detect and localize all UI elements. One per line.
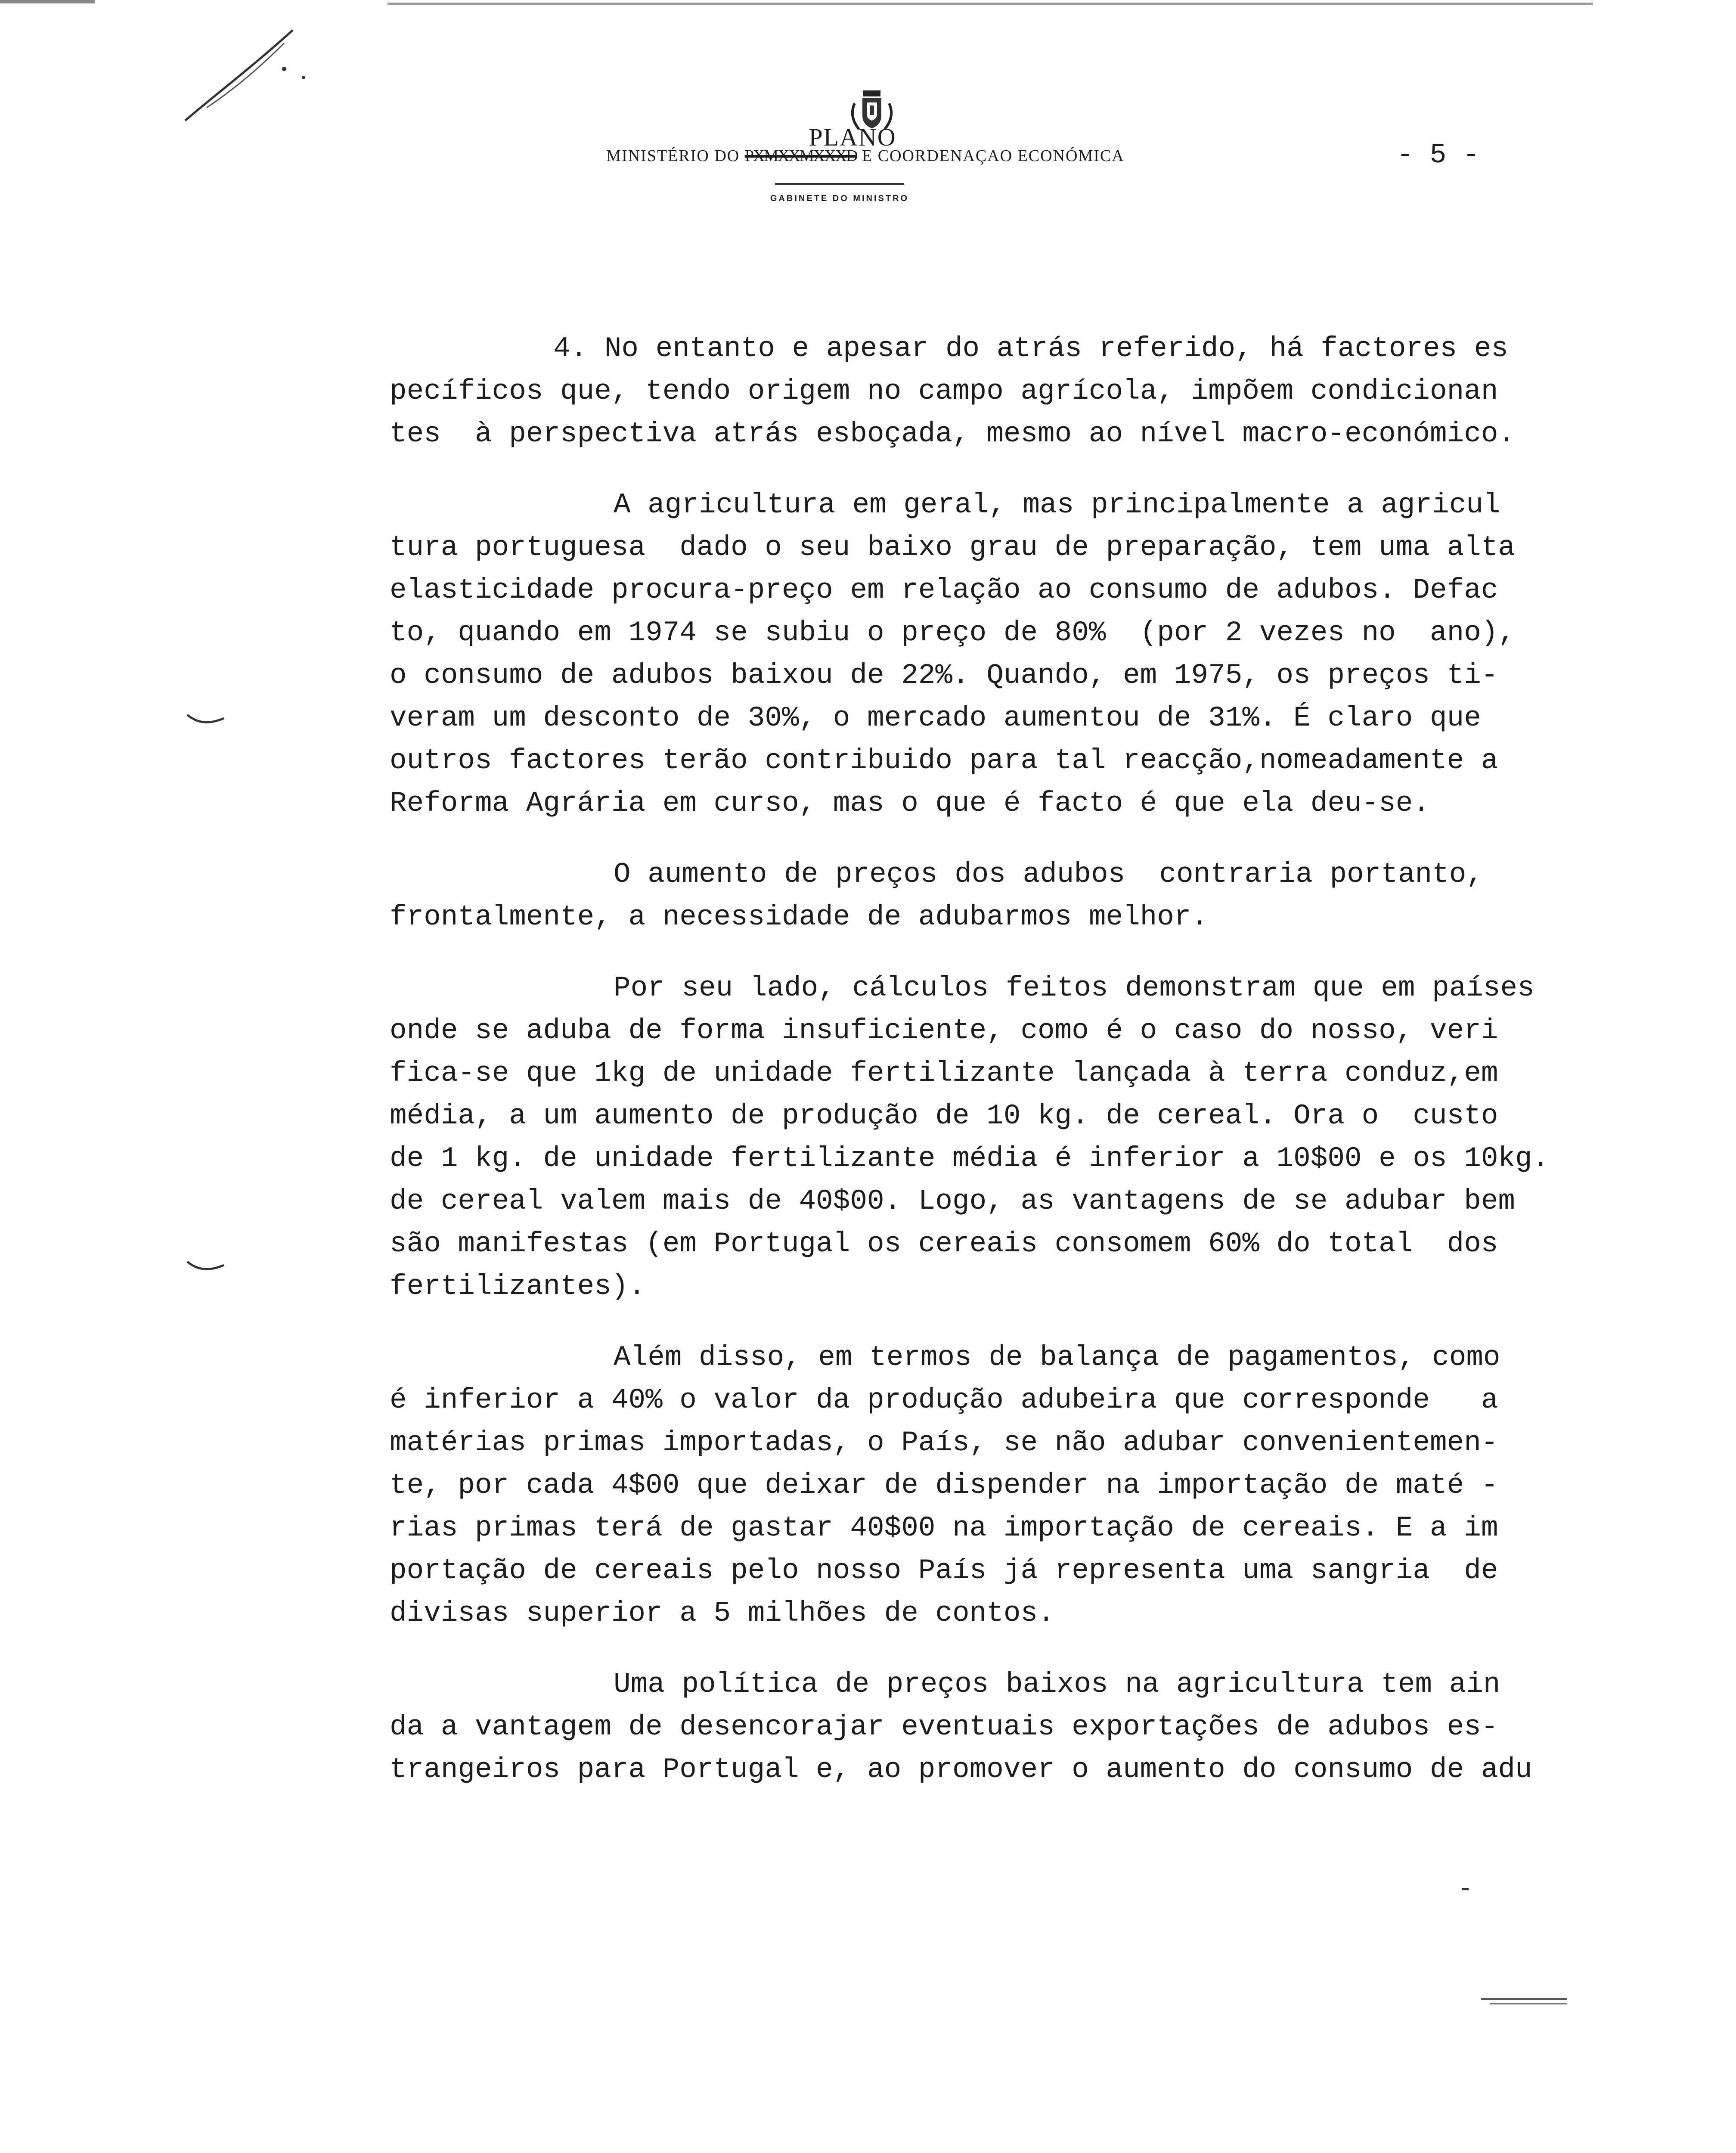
body-text xyxy=(390,327,1552,1819)
cabinet-label: GABINETE DO MINISTRO xyxy=(770,194,909,203)
ministry-suffix: E COORDENAÇAO ECONÓMICA xyxy=(862,147,1125,165)
handwritten-mark xyxy=(181,17,319,129)
text-line: são manifestas (em Portugal os cereais consomem 60% do total dos xyxy=(390,1228,1498,1260)
text-line: fertilizantes). xyxy=(390,1270,646,1303)
scan-artifact-rule xyxy=(1481,1998,1567,2000)
scan-artifact-corner xyxy=(0,0,95,3)
scan-artifact-dash xyxy=(1462,1888,1469,1890)
text-line: te, por cada 4$00 que deixar de dispender na importação de maté - xyxy=(390,1469,1498,1502)
text-line: 4. No entanto e apesar do atrás referido, há factores es xyxy=(553,332,1508,365)
text-line: to, quando em 1974 se subiu o preço de 80% (por 2 vezes no ano), xyxy=(390,617,1516,649)
paragraph-price-increase xyxy=(390,853,1552,938)
header-divider xyxy=(775,183,904,185)
text-line: portação de cereais pelo nosso País já representa uma sangria de xyxy=(390,1554,1498,1587)
scan-artifact-rule xyxy=(1490,2003,1567,2004)
text-line: tes à perspectiva atrás esboçada, mesmo ao nível macro-económico. xyxy=(390,418,1516,450)
paragraph-agriculture xyxy=(390,484,1552,825)
text-line: o consumo de adubos baixou de 22%. Quando, em 1975, os preços ti- xyxy=(390,659,1498,692)
margin-tick-mark xyxy=(185,1257,228,1279)
paragraph-calculations xyxy=(390,967,1552,1308)
text-line: A agricultura em geral, mas principalmente a agricul xyxy=(614,489,1500,521)
text-line: fica-se que 1kg de unidade fertilizante lançada à terra conduz,em xyxy=(390,1057,1498,1089)
text-line: é inferior a 40% o valor da produção adubeira que corresponde a xyxy=(390,1384,1498,1416)
text-line: Por seu lado, cálculos feitos demonstram que em países xyxy=(614,972,1534,1004)
ministry-struck-text: PXMXXMXXXD xyxy=(744,147,857,165)
text-line: rias primas terá de gastar 40$00 na importação de cereais. E a im xyxy=(390,1512,1498,1544)
text-line: outros factores terão contribuido para tal reacção,nomeadamente a xyxy=(390,745,1498,777)
text-line: Reforma Agrária em curso, mas o que é facto é que ela deu-se. xyxy=(390,787,1430,819)
text-line: pecíficos que, tendo origem no campo agrícola, impõem condicionan xyxy=(390,375,1498,407)
text-line: frontalmente, a necessidade de adubarmos melhor. xyxy=(390,901,1209,933)
text-line: de 1 kg. de unidade fertilizante média é inferior a 10$00 e os 10kg. xyxy=(390,1142,1550,1175)
paragraph-low-price-policy xyxy=(390,1663,1552,1791)
text-line: de cereal valem mais de 40$00. Logo, as vantagens de se adubar bem xyxy=(390,1185,1516,1217)
text-line: Além disso, em termos de balança de pagamentos, como xyxy=(614,1341,1500,1374)
text-line: elasticidade procura-preço em relação ao consumo de adubos. Defac xyxy=(390,574,1498,606)
text-line: média, a um aumento de produção de 10 kg. de cereal. Ora o custo xyxy=(390,1100,1498,1132)
text-line: matérias primas importadas, o País, se não adubar convenientemen- xyxy=(390,1427,1498,1459)
text-line: da a vantagem de desencorajar eventuais exportações de adubos es- xyxy=(390,1711,1498,1743)
text-line: veram um desconto de 30%, o mercado aumentou de 31%. É claro que xyxy=(390,702,1481,734)
text-line: Uma política de preços baixos na agricultura tem ain xyxy=(614,1668,1500,1700)
text-line: divisas superior a 5 milhões de contos. xyxy=(390,1597,1055,1629)
scan-artifact-top-line xyxy=(388,3,1593,5)
ministry-prefix: MINISTÉRIO DO xyxy=(606,147,740,165)
text-line: O aumento de preços dos adubos contraria portanto, xyxy=(614,858,1483,890)
paragraph-balance-of-payments xyxy=(390,1336,1552,1635)
text-line: onde se aduba de forma insuficiente, como é o caso do nosso, veri xyxy=(390,1014,1498,1047)
page-number: - 5 - xyxy=(1396,140,1480,171)
margin-tick-mark xyxy=(185,710,228,732)
text-line: trangeiros para Portugal e, ao promover o aumento do consumo de adu xyxy=(390,1753,1532,1786)
plan-label: PLANO xyxy=(809,123,896,151)
text-line: tura portuguesa dado o seu baixo grau de preparação, tem uma alta xyxy=(390,531,1516,564)
ministry-title xyxy=(577,146,1154,165)
paragraph-4 xyxy=(390,327,1552,455)
